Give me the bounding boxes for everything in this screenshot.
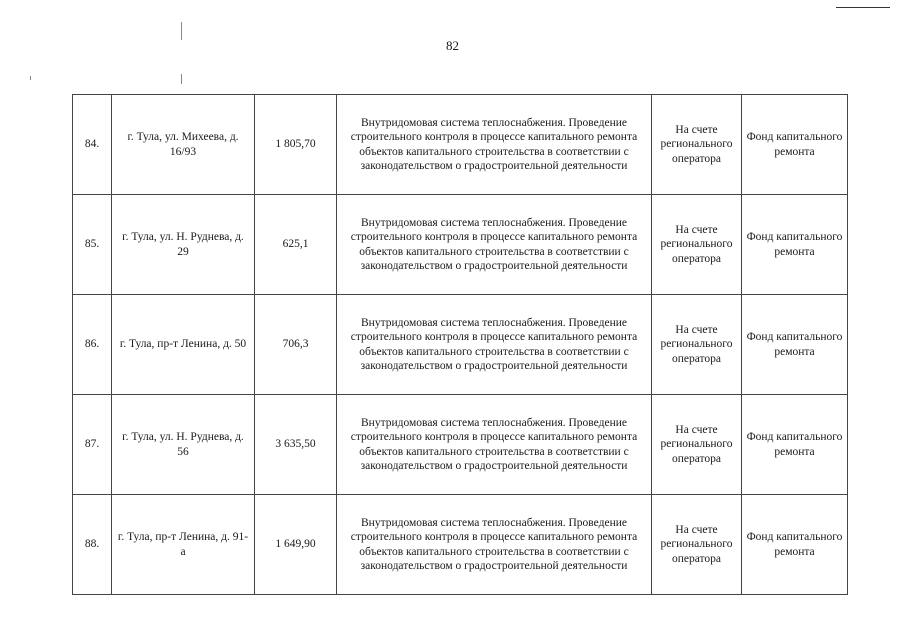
address-cell: г. Тула, ул. Н. Руднева, д. 29 [112, 195, 255, 295]
payment-method-cell: На счете регионального оператора [652, 95, 742, 195]
scan-speck [181, 74, 182, 84]
funding-source-cell: Фонд капитального ремонта [742, 495, 848, 595]
address-cell: г. Тула, ул. Н. Руднева, д. 56 [112, 395, 255, 495]
work-description-cell: Внутридомовая система теплоснабжения. Проведение строительного контроля в процессе капитального ремонта объектов капитального строительства в соответствии с законодательством о градостроительной деятельности [337, 395, 652, 495]
payment-method-cell: На счете регионального оператора [652, 395, 742, 495]
payment-method-cell: На счете регионального оператора [652, 195, 742, 295]
area-cell: 3 635,50 [255, 395, 337, 495]
table-row [73, 495, 848, 595]
address-cell: г. Тула, ул. Михеева, д. 16/93 [112, 95, 255, 195]
work-description-cell: Внутридомовая система теплоснабжения. Проведение строительного контроля в процессе капитального ремонта объектов капитального строительства в соответствии с законодательством о градостроительной деятельности [337, 95, 652, 195]
repair-registry-table [72, 94, 848, 595]
area-cell: 625,1 [255, 195, 337, 295]
table-row [73, 195, 848, 295]
page-number: 82 [446, 38, 459, 53]
work-description-cell: Внутридомовая система теплоснабжения. Проведение строительного контроля в процессе капитального ремонта объектов капитального строительства в соответствии с законодательством о градостроительной деятельности [337, 195, 652, 295]
row-number: 85. [73, 195, 112, 295]
funding-source-cell: Фонд капитального ремонта [742, 195, 848, 295]
funding-source-cell: Фонд капитального ремонта [742, 395, 848, 495]
table-row [73, 295, 848, 395]
payment-method-cell: На счете регионального оператора [652, 495, 742, 595]
area-cell: 1 649,90 [255, 495, 337, 595]
payment-method-cell: На счете регионального оператора [652, 295, 742, 395]
funding-source-cell: Фонд капитального ремонта [742, 95, 848, 195]
address-cell: г. Тула, пр-т Ленина, д. 50 [112, 295, 255, 395]
row-number: 88. [73, 495, 112, 595]
table-row [73, 95, 848, 195]
area-cell: 706,3 [255, 295, 337, 395]
scan-speck [30, 76, 31, 80]
area-cell: 1 805,70 [255, 95, 337, 195]
row-number: 86. [73, 295, 112, 395]
address-cell: г. Тула, пр-т Ленина, д. 91-а [112, 495, 255, 595]
work-description-cell: Внутридомовая система теплоснабжения. Проведение строительного контроля в процессе капитального ремонта объектов капитального строительства в соответствии с законодательством о градостроительной деятельности [337, 495, 652, 595]
top-right-rule [836, 7, 890, 8]
row-number: 87. [73, 395, 112, 495]
work-description-cell: Внутридомовая система теплоснабжения. Проведение строительного контроля в процессе капитального ремонта объектов капитального строительства в соответствии с законодательством о градостроительной деятельности [337, 295, 652, 395]
funding-source-cell: Фонд капитального ремонта [742, 295, 848, 395]
table-row [73, 395, 848, 495]
row-number: 84. [73, 95, 112, 195]
